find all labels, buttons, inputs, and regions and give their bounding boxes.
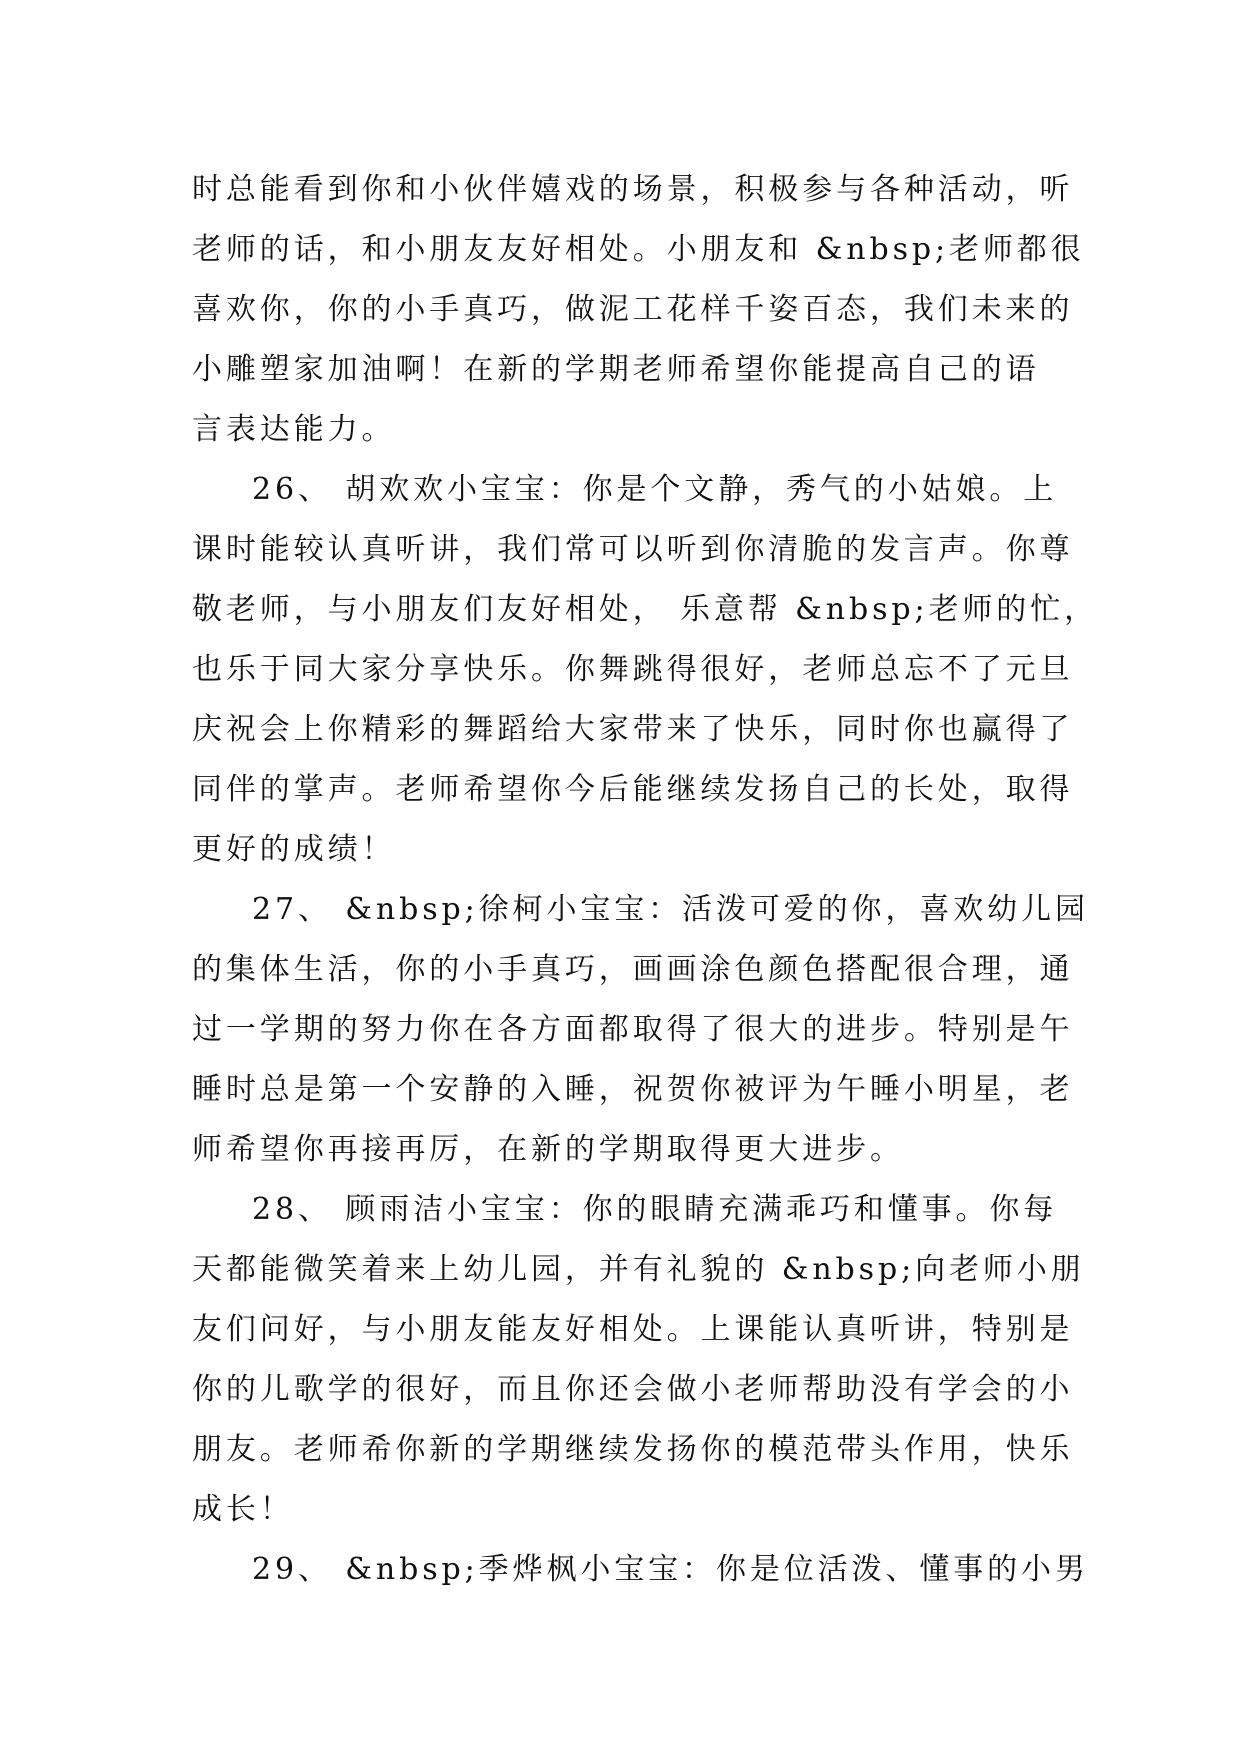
text-line: 28、 顾雨洁小宝宝：你的眼睛充满乖巧和懂事。你每 bbox=[252, 1192, 1058, 1227]
text-line: 朋友。老师希你新的学期继续发扬你的模范带头作用，快乐 bbox=[192, 1432, 1074, 1467]
text-line: 敬老师，与小朋友们友好相处， 乐意帮 &nbsp;老师的忙， bbox=[192, 592, 1099, 627]
text-line: 天都能微笑着来上幼儿园，并有礼貌的 &nbsp;向老师小朋 bbox=[192, 1252, 1085, 1287]
text-line: 29、 &nbsp;季烨枫小宝宝：你是位活泼、懂事的小男 bbox=[252, 1552, 1089, 1587]
text-line: 老师的话，和小朋友友好相处。小朋友和 &nbsp;老师都很 bbox=[192, 232, 1085, 267]
text-line: 小雕塑家加油啊！在新的学期老师希望你能提高自己的语 bbox=[192, 352, 1040, 387]
text-line: 师希望你再接再厉，在新的学期取得更大进步。 bbox=[192, 1132, 904, 1167]
text-line: 成长！ bbox=[192, 1492, 294, 1527]
text-line: 言表达能力。 bbox=[192, 412, 396, 447]
text-line: 同伴的掌声。老师希望你今后能继续发扬自己的长处，取得 bbox=[192, 772, 1074, 807]
text-line: 26、 胡欢欢小宝宝：你是个文静，秀气的小姑娘。上 bbox=[252, 472, 1058, 507]
text-line: 友们问好，与小朋友能友好相处。上课能认真听讲，特别是 bbox=[192, 1312, 1074, 1347]
text-line: 喜欢你，你的小手真巧，做泥工花样千姿百态，我们未来的 bbox=[192, 292, 1074, 327]
text-line: 的集体生活，你的小手真巧，画画涂色颜色搭配很合理，通 bbox=[192, 952, 1074, 987]
text-line: 过一学期的努力你在各方面都取得了很大的进步。特别是午 bbox=[192, 1012, 1074, 1047]
text-line: 睡时总是第一个安静的入睡，祝贺你被评为午睡小明星，老 bbox=[192, 1072, 1074, 1107]
text-line: 课时能较认真听讲，我们常可以听到你清脆的发言声。你尊 bbox=[192, 532, 1074, 567]
text-line: 时总能看到你和小伙伴嬉戏的场景，积极参与各种活动，听 bbox=[192, 172, 1074, 207]
text-line: 27、 &nbsp;徐柯小宝宝：活泼可爱的你，喜欢幼儿园 bbox=[252, 892, 1089, 927]
document-body bbox=[192, 160, 1099, 1600]
text-line: 庆祝会上你精彩的舞蹈给大家带来了快乐，同时你也赢得了 bbox=[192, 712, 1074, 747]
text-line: 也乐于同大家分享快乐。你舞跳得很好，老师总忘不了元旦 bbox=[192, 652, 1074, 687]
text-line: 你的儿歌学的很好，而且你还会做小老师帮助没有学会的小 bbox=[192, 1372, 1074, 1407]
text-line: 更好的成绩！ bbox=[192, 832, 396, 867]
